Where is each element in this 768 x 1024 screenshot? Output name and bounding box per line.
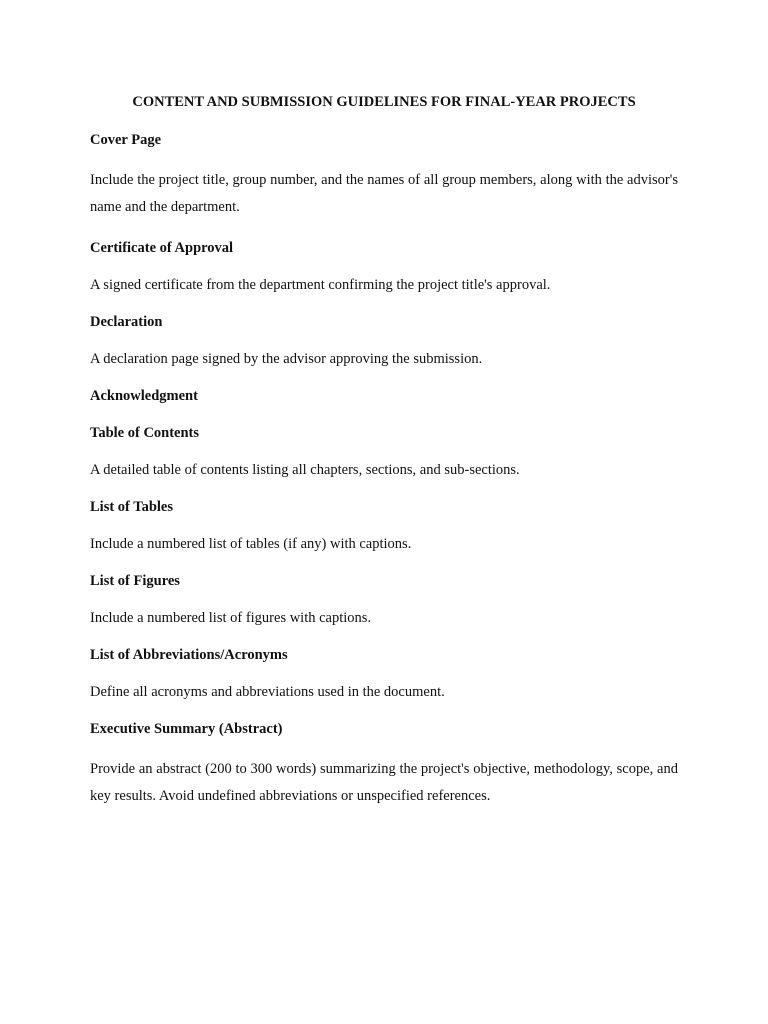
section-heading-acknowledgment: Acknowledgment bbox=[90, 388, 198, 404]
section-text-list-of-abbreviations: Define all acronyms and abbreviations used in the document. bbox=[90, 684, 445, 700]
section-text-list-of-figures: Include a numbered list of figures with captions. bbox=[90, 610, 372, 626]
section-text-cover-page: Include the project title, group number, and the names of all group members, along with the advisor's name and the department. bbox=[90, 172, 678, 215]
section-heading-executive-summary: Executive Summary (Abstract) bbox=[90, 721, 283, 737]
section-text-executive-summary: Provide an abstract (200 to 300 words) summarizing the project's objective, methodology, scope, and key results. Avoid undefined abbreviations or unspecified references. bbox=[90, 761, 678, 804]
section-heading-list-of-figures: List of Figures bbox=[90, 573, 180, 589]
section-heading-table-of-contents: Table of Contents bbox=[90, 425, 200, 441]
section-heading-list-of-abbreviations: List of Abbreviations/Acronyms bbox=[90, 647, 288, 663]
section-heading-list-of-tables: List of Tables bbox=[90, 499, 173, 515]
section-heading-certificate-of-approval: Certificate of Approval bbox=[90, 240, 234, 256]
section-text-list-of-tables: Include a numbered list of tables (if any) with captions. bbox=[90, 536, 412, 552]
document-title: CONTENT AND SUBMISSION GUIDELINES FOR FINAL-YEAR PROJECTS bbox=[132, 94, 636, 110]
section-text-table-of-contents: A detailed table of contents listing all chapters, sections, and sub-sections. bbox=[90, 462, 520, 478]
document-body bbox=[90, 92, 678, 827]
section-text-declaration: A declaration page signed by the advisor approving the submission. bbox=[90, 351, 483, 367]
section-heading-declaration: Declaration bbox=[90, 314, 163, 330]
section-text-certificate-of-approval: A signed certificate from the department confirming the project title's approval. bbox=[90, 277, 551, 293]
section-heading-cover-page: Cover Page bbox=[90, 132, 161, 148]
